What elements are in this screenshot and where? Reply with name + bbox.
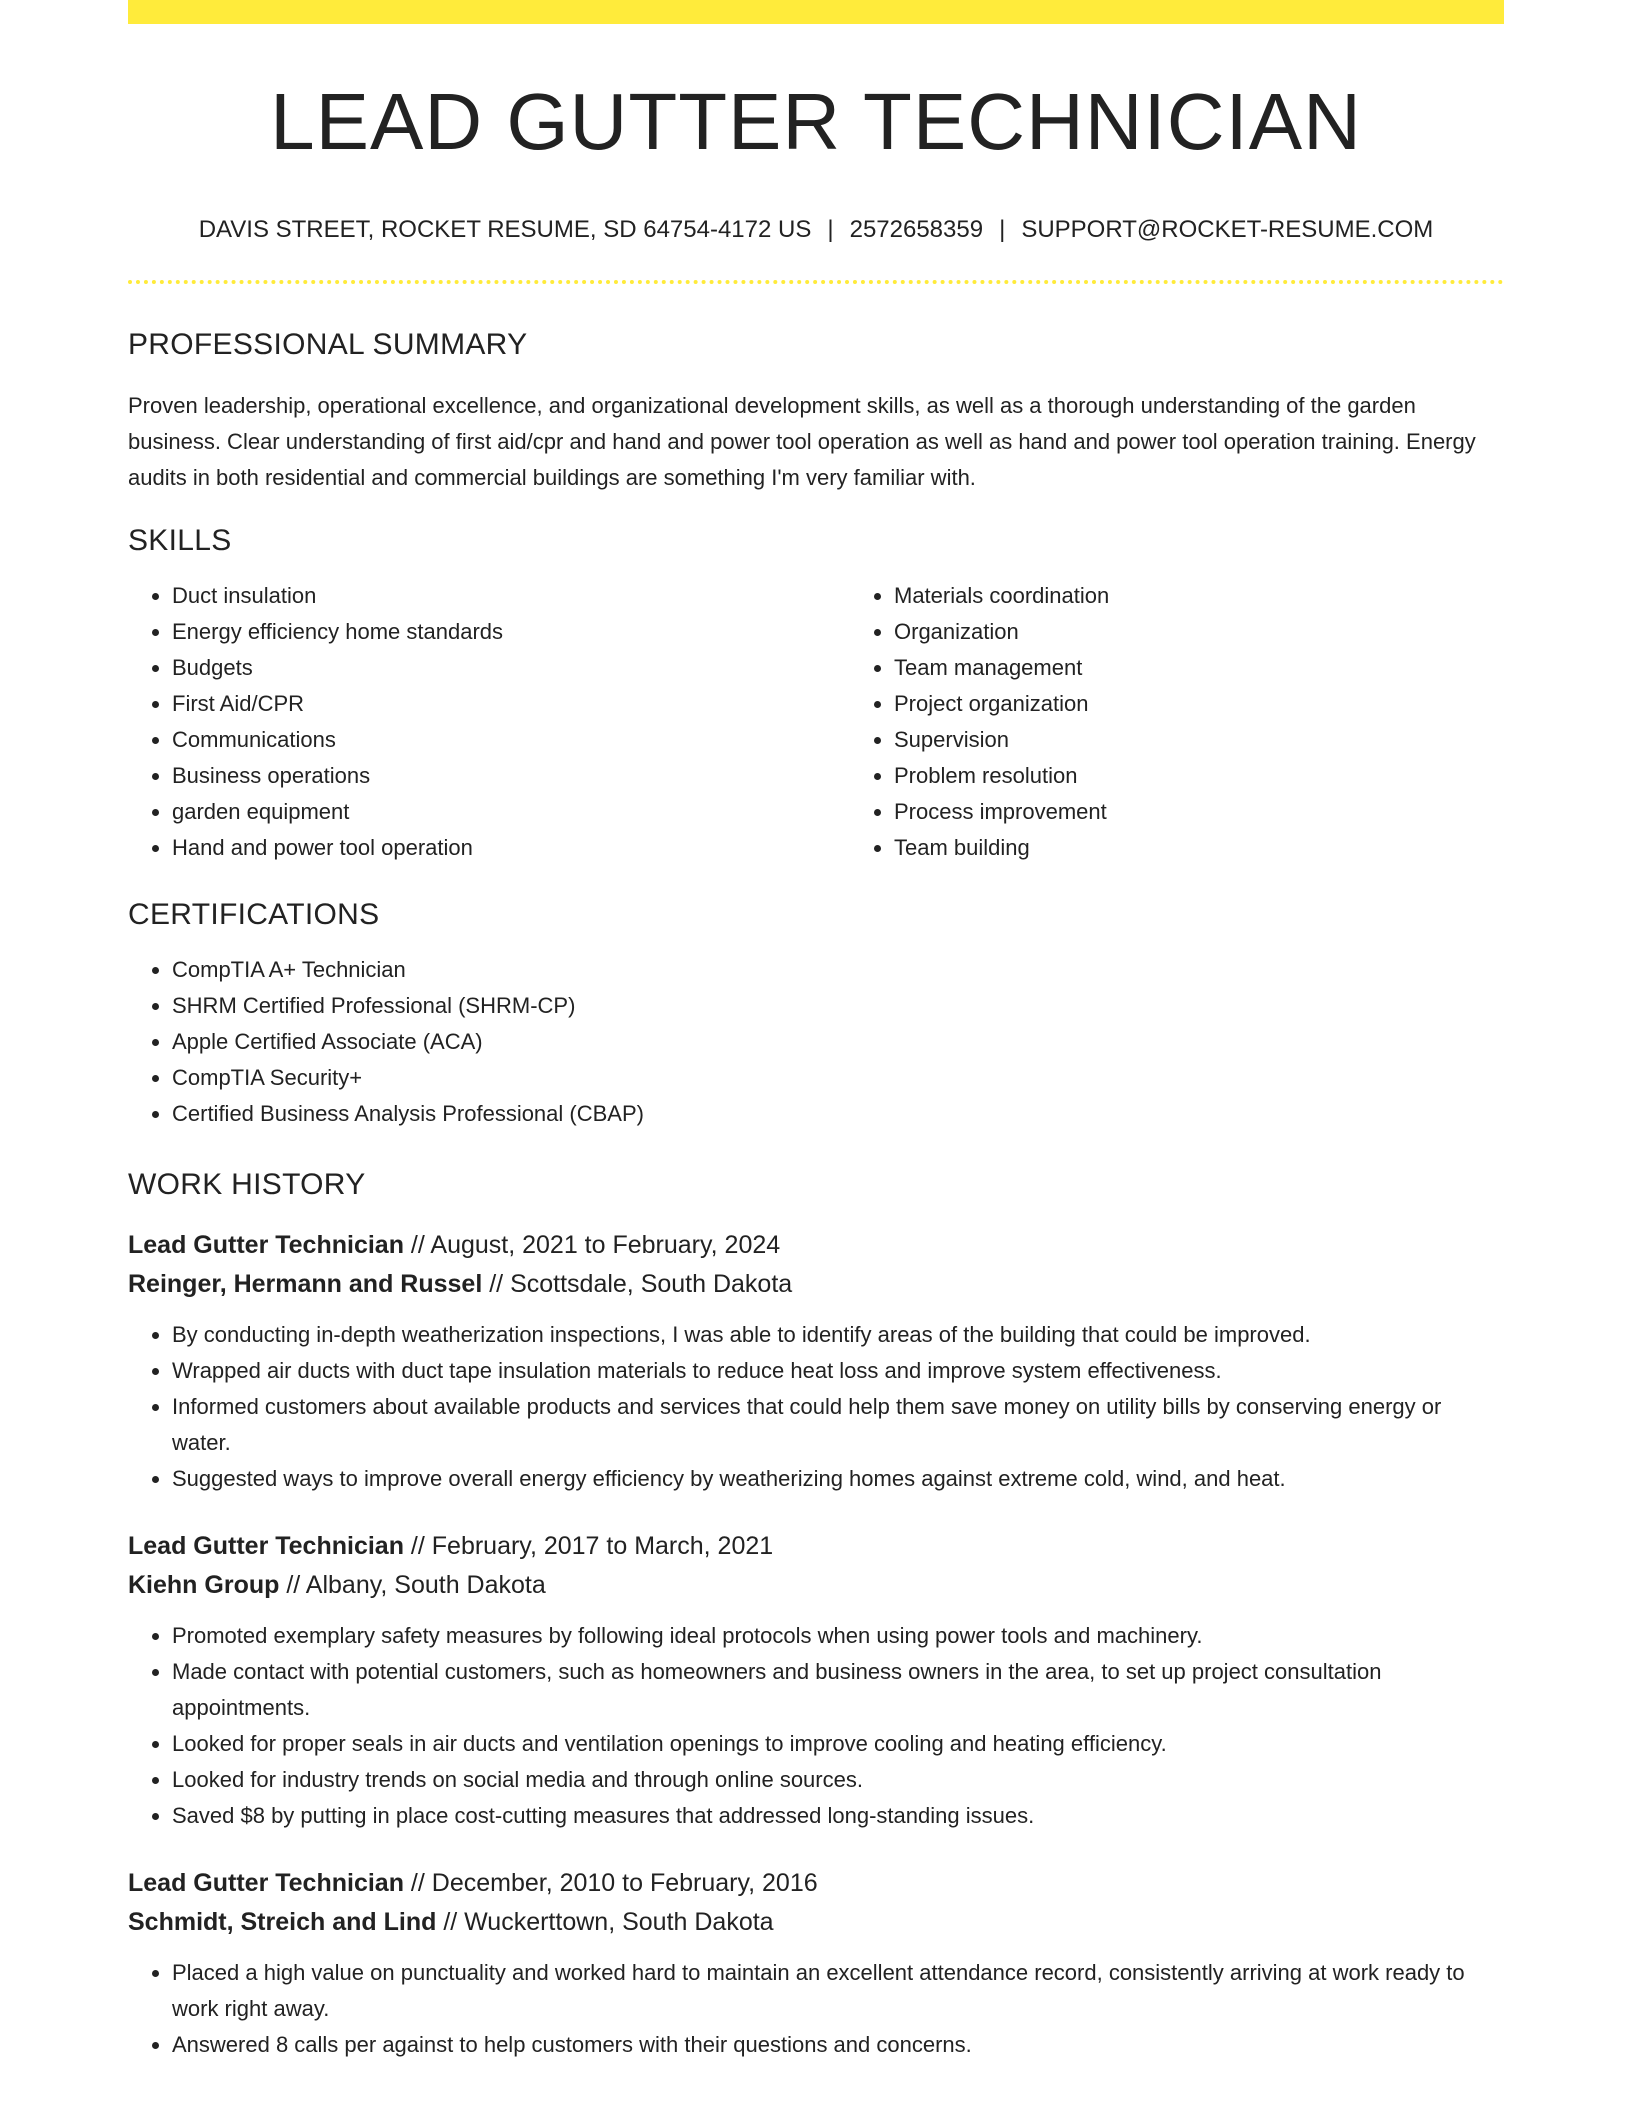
job-role: Lead Gutter Technician [128,1869,404,1897]
certifications-list [128,952,1504,1132]
skill-item: • Project organization [894,686,1572,722]
candidate-title: LEAD GUTTER TECHNICIAN [270,77,1362,166]
contact-phone: 2572658359 [849,216,984,243]
contact-separator: | [999,216,1006,243]
job-company: Reinger, Hermann and Russel [128,1270,483,1298]
certification-item: • CompTIA Security+ [172,1060,1504,1096]
skill-item: • Organization [894,614,1572,650]
job-bullets [128,1618,1504,1834]
job-entry [128,1226,1504,1497]
job-entry [128,1864,1504,2063]
certifications-heading: CERTIFICATIONS [128,898,380,931]
contact-line [128,218,1504,242]
work-history-heading: WORK HISTORY [128,1168,366,1201]
job-company-line [128,1566,1504,1605]
job-dates: // February, 2017 to March, 2021 [403,1532,774,1560]
contact-address: DAVIS STREET, ROCKET RESUME, SD 64754-4172 US [198,216,812,243]
job-location: // Scottsdale, South Dakota [482,1270,793,1298]
skills-columns [128,578,1504,866]
job-company-line [128,1903,1504,1942]
job-location: // Wuckerttown, South Dakota [436,1908,774,1936]
job-bullet: • Wrapped air ducts with duct tape insulation materials to reduce heat loss and improve system effectiveness. [172,1353,1504,1389]
job-bullets [128,1955,1504,2063]
certification-item: • Apple Certified Associate (ACA) [172,1024,1504,1060]
skill-item: • Hand and power tool operation [172,830,850,866]
certification-item: • SHRM Certified Professional (SHRM-CP) [172,988,1504,1024]
job-title-line [128,1527,1504,1566]
accent-bar [128,0,1504,24]
skill-item: • Team management [894,650,1572,686]
skills-list-left [128,578,850,866]
job-company-line [128,1265,1504,1304]
skill-item: • Energy efficiency home standards [172,614,850,650]
skills-list-right [850,578,1572,866]
skill-item: • Business operations [172,758,850,794]
job-bullets [128,1317,1504,1497]
skill-item: • Team building [894,830,1572,866]
skills-heading: SKILLS [128,524,232,557]
job-company: Schmidt, Streich and Lind [128,1908,437,1936]
contact-separator: | [827,216,834,243]
job-bullet: • Promoted exemplary safety measures by following ideal protocols when using power tools and machinery. [172,1618,1504,1654]
certification-item: • CompTIA A+ Technician [172,952,1504,988]
skill-item: • Budgets [172,650,850,686]
job-bullet: • Looked for proper seals in air ducts and ventilation openings to improve cooling and heating efficiency. [172,1726,1504,1762]
job-bullet: • Looked for industry trends on social media and through online sources. [172,1762,1504,1798]
job-bullet: • Suggested ways to improve overall energy efficiency by weatherizing homes against extreme cold, wind, and heat. [172,1461,1504,1497]
job-role: Lead Gutter Technician [128,1532,404,1560]
dotted-divider [128,280,1504,284]
certification-item: • Certified Business Analysis Professional (CBAP) [172,1096,1504,1132]
skill-item: • Materials coordination [894,578,1572,614]
job-company: Kiehn Group [128,1571,280,1599]
skill-item: • Duct insulation [172,578,850,614]
job-bullet: • Answered 8 calls per against to help customers with their questions and concerns. [172,2027,1504,2063]
summary-heading: PROFESSIONAL SUMMARY [128,328,528,361]
resume-page [128,0,1504,2063]
job-title-line [128,1864,1504,1903]
summary-text: Proven leadership, operational excellence, and organizational development skills, as well as a thorough understanding of the garden business. Clear understanding of first aid/cpr and hand and power tool operation as well as hand and power tool operation training. Energy audits in both residential and commercial buildings are something I'm very familiar with. [128,393,1476,490]
job-location: // Albany, South Dakota [279,1571,546,1599]
contact-email: SUPPORT@ROCKET-RESUME.COM [1021,216,1434,243]
job-role: Lead Gutter Technician [128,1231,404,1259]
skill-item: • First Aid/CPR [172,686,850,722]
job-bullet: • By conducting in-depth weatherization inspections, I was able to identify areas of the building that could be improved. [172,1317,1504,1353]
skill-item: • Process improvement [894,794,1572,830]
job-bullet: • Informed customers about available products and services that could help them save money on utility bills by conserving energy or water. [172,1389,1504,1461]
skill-item: • garden equipment [172,794,850,830]
job-bullet: • Made contact with potential customers, such as homeowners and business owners in the area, to set up project consultation appointments. [172,1654,1504,1726]
skill-item: • Communications [172,722,850,758]
job-bullet: • Placed a high value on punctuality and worked hard to maintain an excellent attendance record, consistently arriving at work ready to work right away. [172,1955,1504,2027]
job-title-line [128,1226,1504,1265]
job-entry [128,1527,1504,1834]
skill-item: • Supervision [894,722,1572,758]
job-dates: // August, 2021 to February, 2024 [403,1231,781,1259]
job-bullet: • Saved $8 by putting in place cost-cutting measures that addressed long-standing issues. [172,1798,1504,1834]
skill-item: • Problem resolution [894,758,1572,794]
job-dates: // December, 2010 to February, 2016 [403,1869,818,1897]
